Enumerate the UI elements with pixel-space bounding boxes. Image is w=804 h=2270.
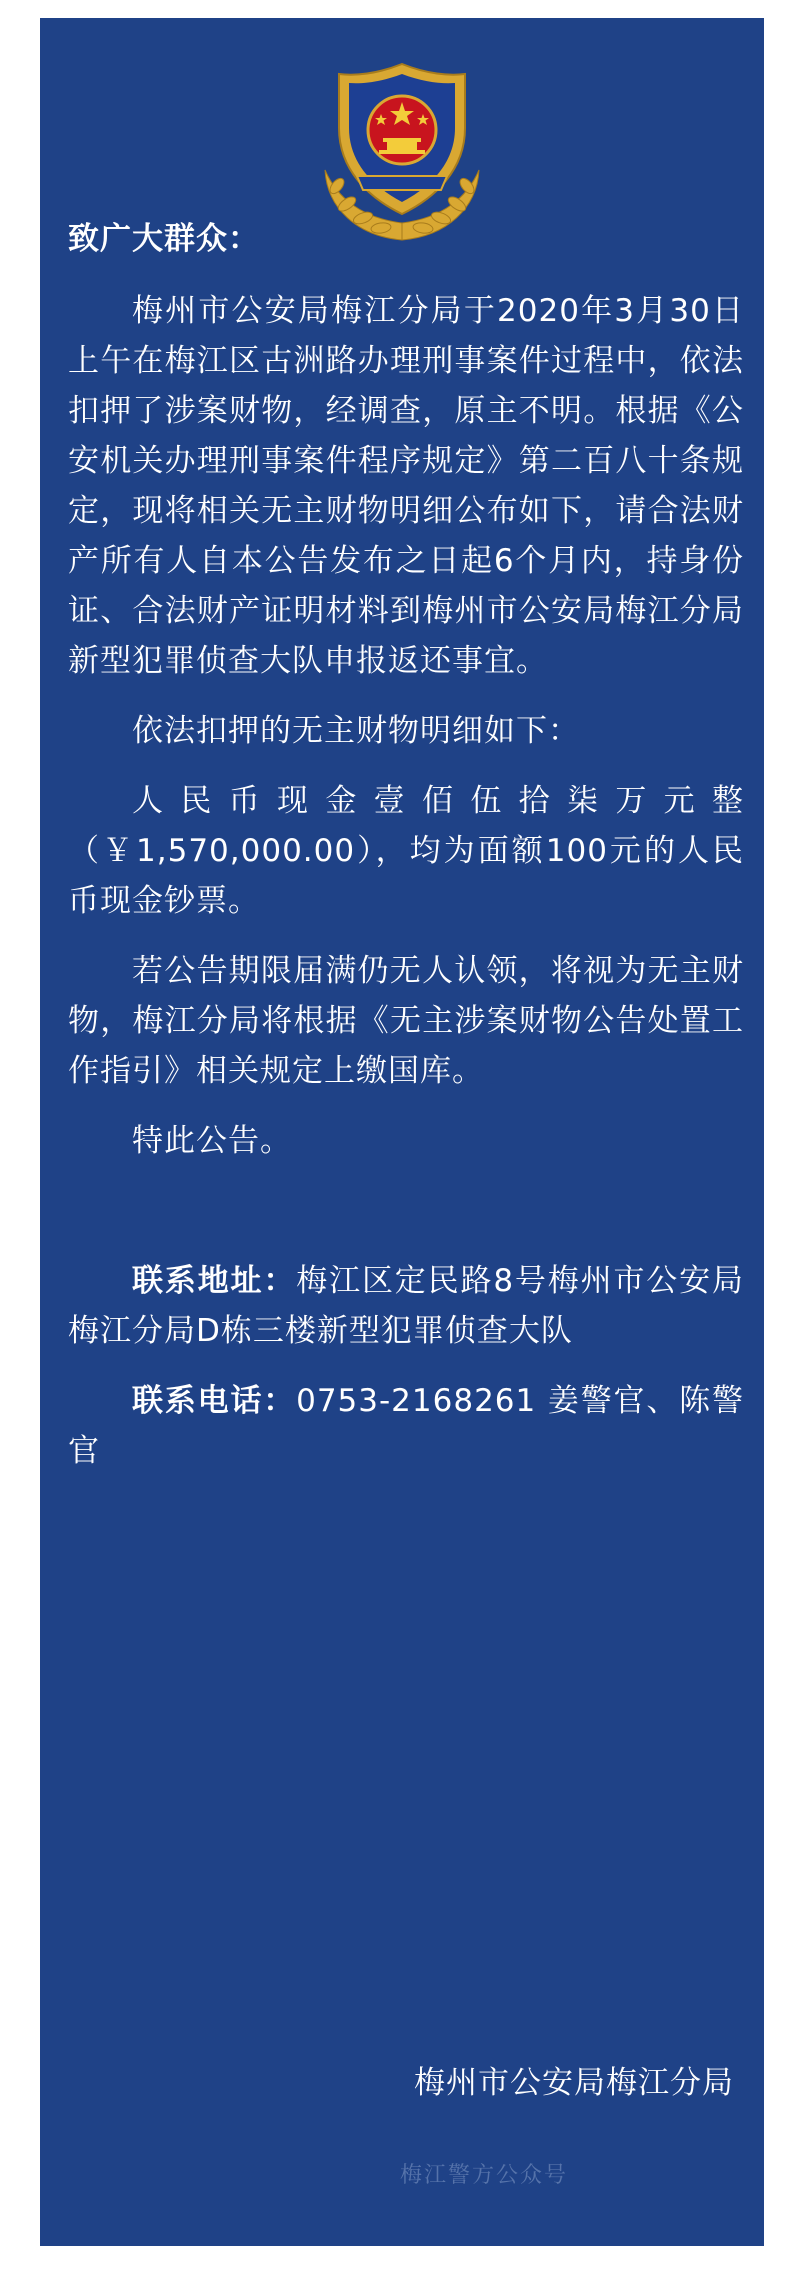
signature: 梅州市公安局梅江分局	[414, 2065, 734, 2101]
contact-phone	[68, 1376, 744, 1476]
greeting: 致广大群众：	[68, 221, 260, 257]
notice-panel	[40, 18, 764, 2246]
paragraph-unclaimed: 若公告期限届满仍无人认领，将视为无主财物，梅江分局将根据《无主涉案财物公告处置工作指引》相关规定上缴国库。	[68, 953, 744, 1089]
phone-label: 联系电话：	[132, 1383, 297, 1419]
address-value: 梅江区定民路8号梅州市公安局梅江分局D栋三楼新型犯罪侦查大队	[68, 1263, 744, 1349]
notice-body	[68, 214, 744, 1476]
watermark: 梅江警方公众号	[400, 2163, 569, 2188]
contact-address	[68, 1256, 744, 1356]
paragraph-list-title: 依法扣押的无主财物明细如下：	[132, 713, 580, 749]
address-label: 联系地址：	[132, 1263, 297, 1299]
phone-value: 0753-2168261 姜警官、陈警官	[68, 1383, 744, 1469]
paragraph-property-detail: 人民币现金壹佰伍拾柒万元整（￥1,570,000.00），均为面额100元的人民币现金钞票。	[68, 783, 744, 919]
paragraph-intro: 梅州市公安局梅江分局于2020年3月30日上午在梅江区古洲路办理刑事案件过程中，依法扣押了涉案财物，经调查，原主不明。根据《公安机关办理刑事案件程序规定》第二百八十条规定，现将相关无主财物明细公布如下，请合法财产所有人自本公告发布之日起6个月内，持身份证、合法财产证明材料到梅州市公安局梅江分局新型犯罪侦查大队申报返还事宜。	[68, 293, 744, 679]
paragraph-closing: 特此公告。	[132, 1123, 292, 1159]
